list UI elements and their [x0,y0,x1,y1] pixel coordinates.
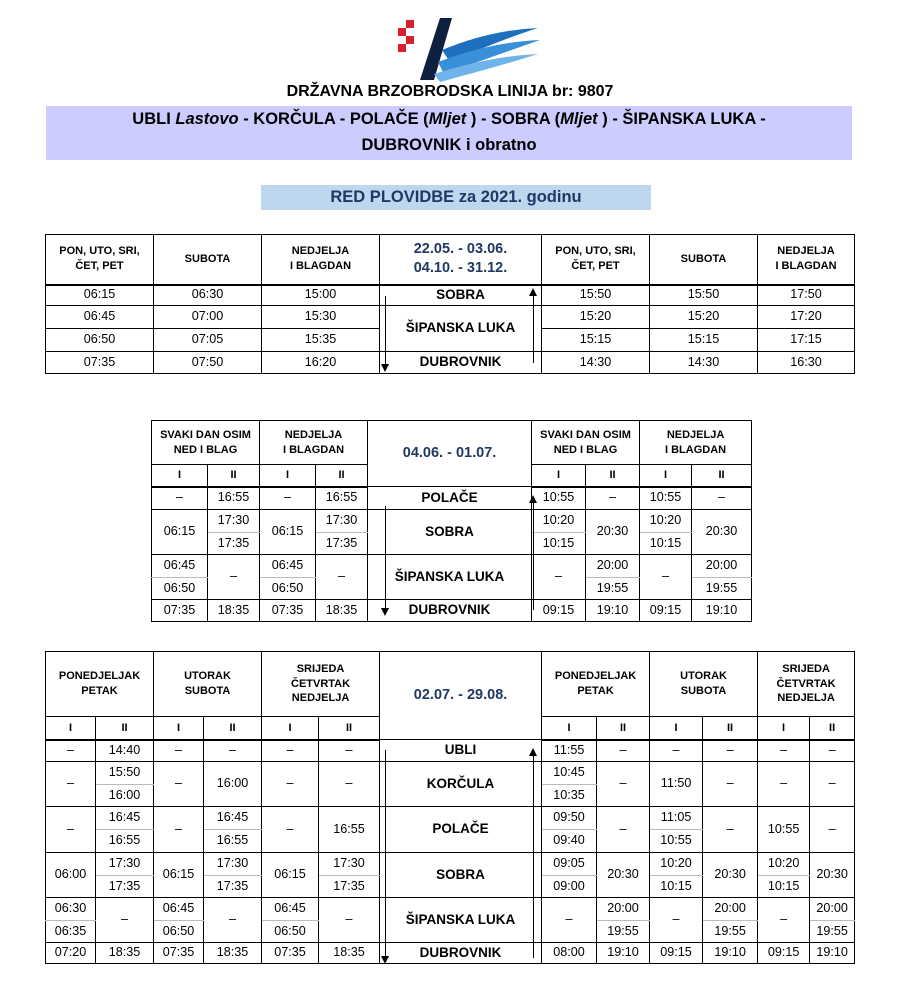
time-cell: 09:15 [758,943,810,964]
arrow-down-icon [381,608,389,616]
day-header: SUBOTA [650,235,758,285]
timetable-1 [45,234,855,374]
time-cell: – [316,555,368,600]
run-label: II [319,717,380,740]
time-cell: 11:05 [650,807,703,830]
time-cell: 15:50 [96,762,154,785]
station-dubrovnik: DUBROVNIK [380,352,542,374]
run-label: II [810,717,855,740]
time-cell: 18:35 [319,943,380,964]
time-cell: 20:00 [586,555,640,578]
arrow-up-icon [529,495,537,503]
run-label: II [204,717,262,740]
time-cell: 06:50 [262,921,319,943]
time-cell: 14:30 [542,352,650,374]
time-cell: 14:40 [96,740,154,762]
arrow-down-icon [381,364,389,372]
line-title: DRŽAVNA BRZOBRODSKA LINIJA br: 9807 [286,83,614,100]
time-cell: 19:10 [703,943,758,964]
time-cell: 06:45 [260,555,316,578]
time-cell: 19:55 [692,578,752,600]
timetable-2 [151,420,752,622]
timetable-3 [45,651,855,964]
time-cell: – [319,898,380,943]
table-row [152,555,752,578]
time-cell: 15:00 [262,285,380,306]
time-cell: – [262,762,319,807]
time-cell: 10:55 [532,487,586,510]
run-label: I [46,717,96,740]
table-header-row [46,235,855,285]
time-cell: 06:15 [154,853,204,898]
time-cell: – [154,807,204,853]
time-cell: 06:15 [260,510,316,555]
time-cell: 06:30 [46,898,96,921]
time-cell: 09:05 [542,853,597,876]
time-cell: 07:05 [154,329,262,352]
time-cell: 06:45 [262,898,319,921]
table-row [46,943,855,964]
time-cell: – [758,762,810,807]
time-cell: 10:55 [640,487,692,510]
time-cell: – [810,740,855,762]
time-cell: 11:55 [542,740,597,762]
time-cell: 20:00 [692,555,752,578]
time-cell: 15:35 [262,329,380,352]
time-cell: 19:10 [810,943,855,964]
time-cell: 09:15 [532,600,586,622]
time-cell: 15:20 [542,306,650,329]
run-label: II [703,717,758,740]
time-cell: – [542,898,597,943]
time-cell: 19:55 [810,921,855,943]
route-text: Mljet [560,110,598,128]
northbound-arrow [533,293,534,363]
route-text: DUBROVNIK i obratno [361,136,537,154]
time-cell: 09:40 [542,830,597,853]
time-cell: – [703,740,758,762]
run-label: II [586,465,640,487]
time-cell: 17:30 [204,853,262,876]
time-cell: – [597,807,650,853]
route-text: UBLI [132,110,176,128]
time-cell: 15:50 [650,285,758,306]
day-header: NEDJELJA I BLAGDAN [640,421,752,465]
table-row [46,285,855,306]
time-cell: 19:10 [597,943,650,964]
time-cell: 17:30 [208,510,260,533]
route-banner [46,106,852,160]
time-cell: 18:35 [208,600,260,622]
station-sobra: SOBRA [380,285,542,306]
day-header: PONEDJELJAK PETAK [542,652,650,717]
time-cell: 07:00 [154,306,262,329]
run-label: I [542,717,597,740]
day-header: NEDJELJA I BLAGDAN [260,421,368,465]
station-ubli: UBLI [380,740,542,762]
time-cell: 10:15 [532,533,586,555]
southbound-arrow [385,750,386,958]
station-polace: POLAČE [380,807,542,853]
arrow-down-icon [381,956,389,964]
time-cell: 17:35 [319,876,380,898]
period-header: 22.05. - 03.06. 04.10. - 31.12. [380,235,542,285]
time-cell: 07:50 [154,352,262,374]
time-cell: 16:30 [758,352,855,374]
day-header: UTORAK SUBOTA [154,652,262,717]
time-cell: 15:15 [650,329,758,352]
time-cell: 19:10 [692,600,752,622]
time-cell: 20:30 [597,853,650,898]
time-cell: 16:45 [204,807,262,830]
station-sipanska-luka: ŠIPANSKA LUKA [380,898,542,943]
time-cell: – [586,487,640,510]
time-cell: – [597,762,650,807]
time-cell: 20:30 [810,853,855,898]
time-cell: – [758,740,810,762]
station-sobra: SOBRA [368,510,532,555]
time-cell: – [319,740,380,762]
time-cell: 07:35 [262,943,319,964]
time-cell: 19:55 [597,921,650,943]
time-cell: 19:55 [703,921,758,943]
time-cell: – [152,487,208,510]
time-cell: 17:30 [316,510,368,533]
time-cell: 16:20 [262,352,380,374]
logo-red-square [398,28,406,36]
time-cell: 06:15 [46,285,154,306]
table-row [46,352,855,374]
time-cell: 10:15 [640,533,692,555]
station-korcula: KORČULA [380,762,542,807]
table-row [152,510,752,533]
time-cell: – [260,487,316,510]
station-sobra: SOBRA [380,853,542,898]
time-cell: 10:15 [758,876,810,898]
time-cell: 10:55 [650,830,703,853]
time-cell: 16:55 [319,807,380,853]
station-dubrovnik: DUBROVNIK [368,600,532,622]
route-text: Mljet [428,110,467,128]
time-cell: 06:45 [154,898,204,921]
run-label: I [154,717,204,740]
run-label: II [208,465,260,487]
time-cell: 06:50 [260,578,316,600]
time-cell: 17:30 [96,853,154,876]
period-header: 02.07. - 29.08. [380,652,542,740]
arrow-up-icon [529,748,537,756]
time-cell: 06:35 [46,921,96,943]
logo-red-square [406,36,414,44]
route-text: ) - SOBRA ( [466,110,561,128]
time-cell: 16:55 [96,830,154,853]
time-cell: 18:35 [96,943,154,964]
time-cell: 18:35 [204,943,262,964]
time-cell: 16:00 [204,762,262,807]
time-cell: 10:20 [640,510,692,533]
time-cell: – [154,762,204,807]
table-row [46,807,855,830]
run-label: I [640,465,692,487]
time-cell: – [810,807,855,853]
time-cell: 07:35 [46,352,154,374]
time-cell: – [204,898,262,943]
time-cell: 06:15 [152,510,208,555]
table-row [46,740,855,762]
time-cell: 20:30 [586,510,640,555]
day-header: PONEDJELJAK PETAK [46,652,154,717]
time-cell: – [640,555,692,600]
time-cell: – [650,898,703,943]
northbound-arrow [533,753,534,958]
day-header: UTORAK SUBOTA [650,652,758,717]
time-cell: 09:50 [542,807,597,830]
time-cell: 07:35 [154,943,204,964]
day-header: SVAKI DAN OSIM NED I BLAG [152,421,260,465]
time-cell: – [319,762,380,807]
time-cell: 16:00 [96,785,154,807]
time-cell: 06:45 [46,306,154,329]
table-header-row [46,652,855,717]
time-cell: 06:50 [154,921,204,943]
time-cell: – [208,555,260,600]
time-cell: 10:15 [650,876,703,898]
day-header: NEDJELJA I BLAGDAN [262,235,380,285]
route-text: Lastovo [175,110,239,128]
time-cell: – [758,898,810,943]
time-cell: 17:50 [758,285,855,306]
table-row [152,600,752,622]
time-cell: 10:20 [532,510,586,533]
time-cell: 10:45 [542,762,597,785]
run-label: II [692,465,752,487]
table-row [46,853,855,876]
company-logo [390,10,540,82]
table-row [46,762,855,785]
time-cell: 07:35 [260,600,316,622]
time-cell: 10:20 [650,853,703,876]
time-cell: 10:55 [758,807,810,853]
logo-red-square [406,20,414,28]
time-cell: – [810,762,855,807]
time-cell: – [703,762,758,807]
time-cell: 11:50 [650,762,703,807]
time-cell: 19:55 [586,578,640,600]
time-cell: 20:00 [597,898,650,921]
time-cell: 10:35 [542,785,597,807]
time-cell: – [204,740,262,762]
run-label: I [650,717,703,740]
time-cell: – [262,807,319,853]
southbound-arrow [385,296,386,366]
time-cell: – [650,740,703,762]
time-cell: – [532,555,586,600]
time-cell: 20:00 [810,898,855,921]
time-cell: 15:50 [542,285,650,306]
northbound-arrow [533,500,534,610]
day-header: SRIJEDA ČETVRTAK NEDJELJA [262,652,380,717]
run-label: I [532,465,586,487]
run-label: II [316,465,368,487]
table-row [152,487,752,510]
time-cell: – [46,807,96,853]
day-header: SRIJEDA ČETVRTAK NEDJELJA [758,652,855,717]
schedule-title: RED PLOVIDBE za 2021. godinu [261,185,651,210]
time-cell: 17:35 [316,533,368,555]
day-header: SUBOTA [154,235,262,285]
station-sipanska-luka: ŠIPANSKA LUKA [368,555,532,600]
time-cell: 16:55 [316,487,368,510]
time-cell: 17:20 [758,306,855,329]
station-polace: POLAČE [368,487,532,510]
time-cell: 20:30 [692,510,752,555]
time-cell: – [703,807,758,853]
time-cell: 07:35 [152,600,208,622]
time-cell: 09:15 [650,943,703,964]
logo-red-square [398,44,406,52]
time-cell: 16:45 [96,807,154,830]
time-cell: 16:55 [208,487,260,510]
southbound-arrow [385,506,386,610]
table-header-row [152,421,752,465]
period-header: 04.06. - 01.07. [368,421,532,487]
time-cell: 19:10 [586,600,640,622]
time-cell: – [692,487,752,510]
table-row [46,306,855,329]
time-cell: 09:15 [640,600,692,622]
time-cell: 08:00 [542,943,597,964]
time-cell: – [262,740,319,762]
time-cell: 15:15 [542,329,650,352]
time-cell: 16:55 [204,830,262,853]
time-cell: 20:00 [703,898,758,921]
time-cell: – [597,740,650,762]
station-sipanska-luka: ŠIPANSKA LUKA [380,306,542,352]
time-cell: 06:50 [152,578,208,600]
run-label: II [96,717,154,740]
time-cell: 17:35 [96,876,154,898]
time-cell: 06:15 [262,853,319,898]
time-cell: 06:50 [46,329,154,352]
time-cell: 10:20 [758,853,810,876]
day-header: PON, UTO, SRI, ČET, PET [542,235,650,285]
run-label: I [262,717,319,740]
time-cell: 14:30 [650,352,758,374]
time-cell: 17:35 [208,533,260,555]
time-cell: 20:30 [703,853,758,898]
station-dubrovnik: DUBROVNIK [380,943,542,964]
time-cell: 06:00 [46,853,96,898]
time-cell: 17:15 [758,329,855,352]
time-cell: – [46,740,96,762]
run-label: I [758,717,810,740]
time-cell: 06:45 [152,555,208,578]
run-label: I [152,465,208,487]
time-cell: 07:20 [46,943,96,964]
time-cell: 15:30 [262,306,380,329]
time-cell: – [154,740,204,762]
time-cell: 17:30 [319,853,380,876]
table-row [46,898,855,921]
arrow-up-icon [529,288,537,296]
route-text: - KORČULA - POLAČE ( [238,110,429,128]
time-cell: 17:35 [204,876,262,898]
time-cell: – [46,762,96,807]
time-cell: – [96,898,154,943]
run-label: I [260,465,316,487]
route-text: ) - ŠIPANSKA LUKA - [597,110,766,128]
time-cell: 18:35 [316,600,368,622]
time-cell: 06:30 [154,285,262,306]
day-header: PON, UTO, SRI, ČET, PET [46,235,154,285]
time-cell: 15:20 [650,306,758,329]
time-cell: 09:00 [542,876,597,898]
run-label: II [597,717,650,740]
day-header: SVAKI DAN OSIM NED I BLAG [532,421,640,465]
day-header: NEDJELJA I BLAGDAN [758,235,855,285]
